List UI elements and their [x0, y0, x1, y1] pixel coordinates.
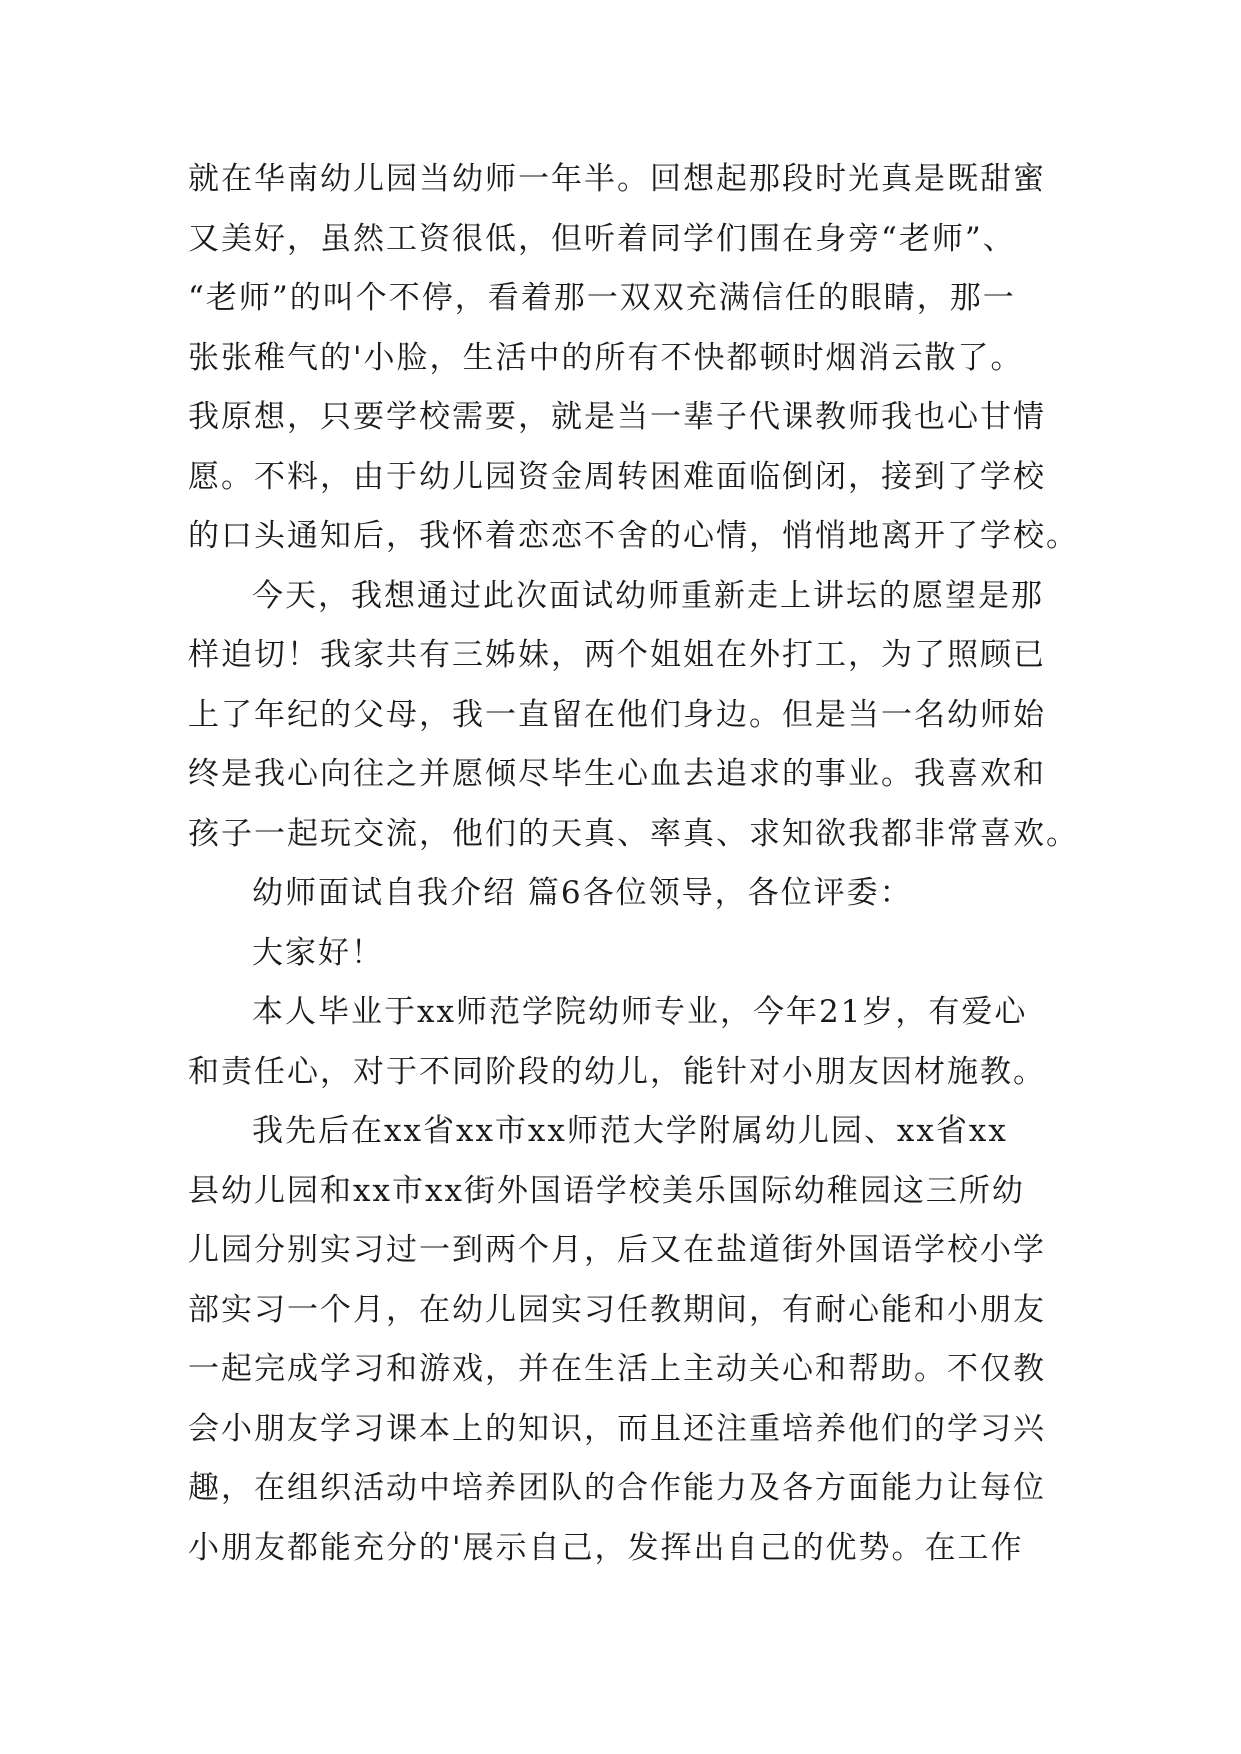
text-line: 部实习一个月，在幼儿园实习任教期间，有耐心能和小朋友	[188, 1291, 1046, 1328]
text-line: 终是我心向往之并愿倾尽毕生心血去追求的事业。我喜欢和	[188, 756, 1046, 792]
text-line: 样迫切！我家共有三姊妹，两个姐姐在外打工，为了照顾已	[188, 637, 1046, 673]
text-line: 上了年纪的父母，我一直留在他们身边。但是当一名幼师始	[188, 696, 1046, 733]
section-heading-line: 幼师面试自我介绍 篇6各位领导，各位评委：	[252, 875, 913, 911]
text-line: “老师”的叫个不停，看着那一双双充满信任的眼睛，那一	[188, 280, 1016, 316]
greeting-line: 大家好！	[252, 934, 384, 971]
text-line: 本人毕业于xx师范学院幼师专业，今年21岁，有爱心	[252, 994, 1028, 1030]
text-line: 和责任心，对于不同阶段的幼儿，能针对小朋友因材施教。	[188, 1053, 1046, 1090]
text-line: 的口头通知后，我怀着恋恋不舍的心情，悄悄地离开了学校。	[188, 518, 1079, 554]
text-line: 张张稚气的'小脸，生活中的所有不快都顿时烟消云散了。	[188, 339, 1024, 376]
text-line: 儿园分别实习过一到两个月，后又在盐道街外国语学校小学	[188, 1232, 1046, 1268]
text-line: 趣，在组织活动中培养团队的合作能力及各方面能力让每位	[188, 1470, 1046, 1506]
text-line: 小朋友都能充分的'展示自己，发挥出自己的优势。在工作	[188, 1529, 1024, 1566]
document-body	[188, 150, 1079, 1578]
text-line: 我先后在xx省xx市xx师范大学附属幼儿园、xx省xx	[252, 1113, 1008, 1149]
text-line: 孩子一起玩交流，他们的天真、率真、求知欲我都非常喜欢。	[188, 815, 1079, 852]
text-line: 一起完成学习和游戏，并在生活上主动关心和帮助。不仅教	[188, 1351, 1046, 1387]
text-line: 就在华南幼儿园当幼师一年半。回想起那段时光真是既甜蜜	[188, 161, 1046, 197]
text-line: 县幼儿园和xx市xx街外国语学校美乐国际幼稚园这三所幼	[188, 1172, 1025, 1209]
text-line: 会小朋友学习课本上的知识，而且还注重培养他们的学习兴	[188, 1410, 1046, 1447]
text-line: 我原想，只要学校需要，就是当一辈子代课教师我也心甘情	[188, 399, 1046, 435]
text-line: 今天，我想通过此次面试幼师重新走上讲坛的愿望是那	[252, 577, 1044, 614]
text-line: 又美好，虽然工资很低，但听着同学们围在身旁“老师”、	[188, 220, 1016, 257]
text-line: 愿。不料，由于幼儿园资金周转困难面临倒闭，接到了学校	[188, 458, 1046, 495]
